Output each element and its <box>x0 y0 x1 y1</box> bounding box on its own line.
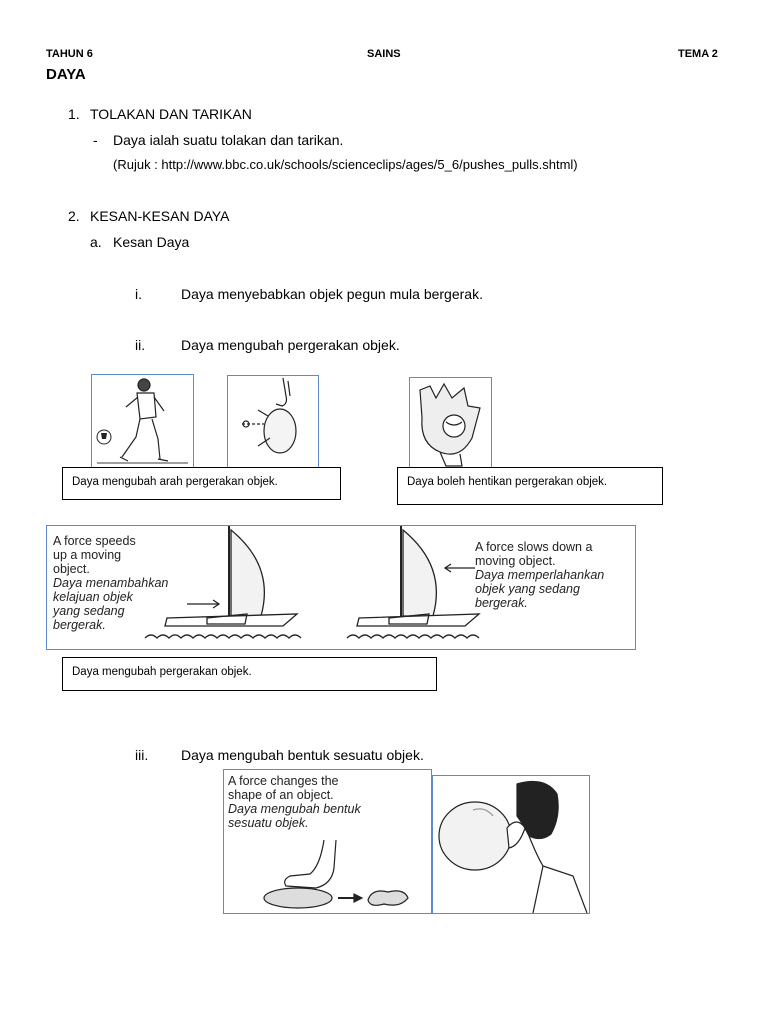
boat-left-en-1: A force speeds <box>53 534 136 548</box>
caption-direction-change: Daya mengubah arah pergerakan objek. <box>62 467 341 500</box>
caption-motion-change: Daya mengubah pergerakan objek. <box>62 657 437 691</box>
boat-right-my-3: bergerak. <box>475 596 528 610</box>
section2-heading: KESAN-KESAN DAYA <box>90 208 230 224</box>
balloon-blow-illustration <box>432 775 590 914</box>
item-3-number: iii. <box>135 747 149 763</box>
item-1-text: Daya menyebabkan objek pegun mula bergerak. <box>181 286 483 302</box>
boat-speed-illustration <box>46 525 636 650</box>
boat-right-en-2: moving object. <box>475 554 556 568</box>
section2-subheading: Kesan Daya <box>113 234 190 250</box>
header-grade: TAHUN 6 <box>46 48 93 60</box>
boat-right-my-2: objek yang sedang <box>475 582 580 596</box>
boat-left-my-2: kelajuan objek <box>53 590 133 604</box>
boat-right-en-1: A force slows down a <box>475 540 593 554</box>
section1-definition: Daya ialah suatu tolakan dan tarikan. <box>113 132 344 148</box>
section1-heading: TOLAKAN DAN TARIKAN <box>90 106 252 122</box>
item-3-text: Daya mengubah bentuk sesuatu objek. <box>181 747 424 763</box>
item-2-text: Daya mengubah pergerakan objek. <box>181 337 400 353</box>
item-2-number: ii. <box>135 337 146 353</box>
dough-press-illustration <box>223 769 432 914</box>
hand-ball-illustration <box>227 375 319 470</box>
boat-left-en-2: up a moving <box>53 548 122 562</box>
boat-right-my-1: Daya memperlahankan <box>475 568 605 582</box>
kick-ball-illustration <box>91 374 194 470</box>
boat-left-my-4: bergerak. <box>53 618 106 632</box>
section2-sub-letter: a. <box>90 234 102 250</box>
header-subject: SAINS <box>367 48 401 60</box>
section2-number: 2. <box>68 208 80 224</box>
section1-number: 1. <box>68 106 80 122</box>
page-title: DAYA <box>46 66 86 83</box>
shape-my-2: sesuatu objek. <box>228 816 309 830</box>
shape-my-1: Daya mengubah bentuk <box>228 802 361 816</box>
item-1-number: i. <box>135 286 142 302</box>
boat-left-my-1: Daya menambahkan <box>53 576 169 590</box>
shape-en-2: shape of an object. <box>228 788 334 802</box>
caption-stop-motion: Daya boleh hentikan pergerakan objek. <box>397 467 663 505</box>
boat-left-my-3: yang sedang <box>53 604 125 618</box>
boat-left-en-3: object. <box>53 562 90 576</box>
header-theme: TEMA 2 <box>678 48 718 60</box>
section1-dash: - <box>93 132 98 148</box>
section1-reference: (Rujuk : http://www.bbc.co.uk/schools/scienceclips/ages/5_6/pushes_pulls.shtml) <box>113 157 578 172</box>
glove-catch-illustration <box>409 377 492 470</box>
shape-en-1: A force changes the <box>228 774 339 788</box>
